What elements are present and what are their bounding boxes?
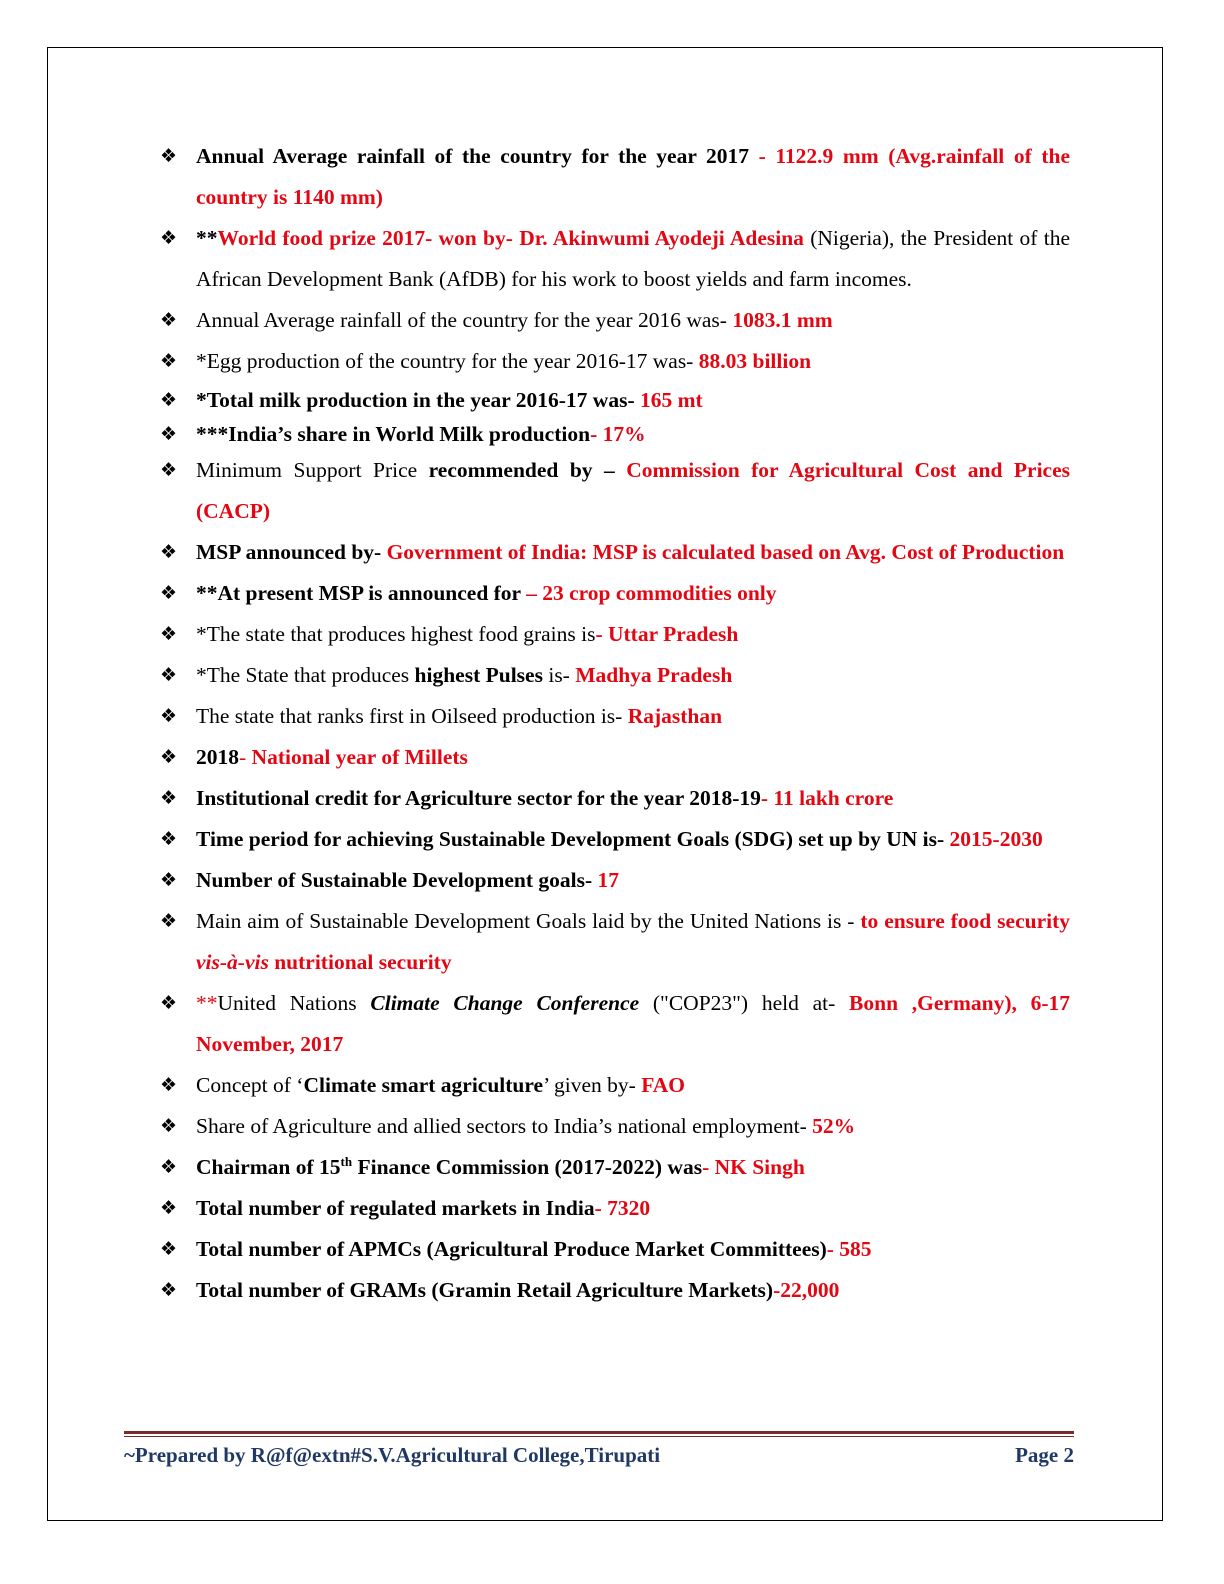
fact-list [160,136,1070,1311]
item-text: - 17% [590,422,646,446]
diamond-bullet-icon: ❖ [160,350,178,372]
diamond-bullet-icon: ❖ [160,1197,178,1219]
list-item [160,655,1070,696]
list-item [160,136,1070,218]
item-text: 1083.1 mm [732,308,833,332]
item-text: Time period for achieving Sustainable Development Goals (SDG) set up by UN is- [196,827,950,851]
diamond-bullet-icon: ❖ [160,787,178,809]
diamond-bullet-icon: ❖ [160,869,178,891]
item-text: ("COP23") held at- [639,991,850,1015]
item-text: Total number of GRAMs (Gramin Retail Agriculture Markets) [196,1278,774,1302]
item-text: to ensure food security [860,909,1071,933]
diamond-bullet-icon: ❖ [160,582,178,604]
diamond-bullet-icon: ❖ [160,746,178,768]
item-text: 2018 [196,745,239,769]
item-text: 17 [597,868,620,892]
item-text: (Nigeria), the President of the African Development Bank (AfDB) for his work to boost yields and farm incomes. [196,226,1070,291]
diamond-bullet-icon: ❖ [160,309,178,331]
item-text: Madhya Pradesh [575,663,733,687]
item-text: The state that ranks first in Oilseed production is- [196,704,628,728]
item-text: Finance Commission (2017-2022) was [352,1155,703,1179]
list-item [160,819,1070,860]
item-text: World food prize 2017- won by- Dr. Akinwumi Ayodeji Adesina [217,226,804,250]
item-text: National year of Millets [251,745,468,769]
item-text: Bonn ,Germany), 6-17 November, 2017 [196,991,1070,1056]
diamond-bullet-icon: ❖ [160,705,178,727]
item-text: Government of India: MSP is calculated based on Avg. Cost of Production [386,540,1065,564]
item-text: Commission for Agricultural Cost and Prices (CACP) [196,458,1070,523]
item-text: Share of Agriculture and allied sectors to India’s national employment- [196,1114,813,1138]
diamond-bullet-icon: ❖ [160,1156,178,1178]
list-item [160,450,1070,532]
list-item [160,1147,1070,1188]
footer-credit: ~Prepared by R@f@extn#S.V.Agricultural College,Tirupati [124,1443,661,1467]
diamond-bullet-icon: ❖ [160,1279,178,1301]
item-text: 165 mt [639,388,703,412]
item-text: ** [196,991,218,1015]
diamond-bullet-icon: ❖ [160,910,178,932]
diamond-bullet-icon: ❖ [160,227,178,249]
diamond-bullet-icon: ❖ [160,664,178,686]
list-item [160,614,1070,655]
item-text: *Total milk production in the year 2016-17 was- [196,388,640,412]
item-text: Number of Sustainable Development goals- [196,868,598,892]
list-item [160,778,1070,819]
item-text: – 23 crop commodities only [526,581,777,605]
item-text: Main aim of Sustainable Development Goals laid by the United Nations is - [196,909,861,933]
item-text: Minimum Support Price [196,458,429,482]
footer-rule-thick [124,1431,1074,1434]
list-item [160,573,1070,614]
list-item [160,1270,1070,1311]
list-item [160,1106,1070,1147]
diamond-bullet-icon: ❖ [160,541,178,563]
item-text: highest Pulses [414,663,543,687]
item-text: 2015-2030 [949,827,1043,851]
item-text: - NK Singh [702,1155,805,1179]
list-item [160,1065,1070,1106]
item-text: 88.03 billion [698,349,812,373]
list-item [160,737,1070,778]
item-text: -22,000 [773,1278,840,1302]
diamond-bullet-icon: ❖ [160,423,178,445]
diamond-bullet-icon: ❖ [160,459,178,481]
item-text: ’ given by- [543,1073,642,1097]
item-text: - 7320 [594,1196,651,1220]
diamond-bullet-icon: ❖ [160,992,178,1014]
item-text: *The State that produces [196,663,415,687]
item-text: - 1122.9 mm (Avg.rainfall of the country is 1140 mm) [196,144,1070,209]
item-text: - 11 lakh crore [760,786,894,810]
item-text: United Nations [217,991,371,1015]
diamond-bullet-icon: ❖ [160,389,178,411]
item-text: nutritional security [268,950,452,974]
footer-rule-thin [124,1436,1074,1437]
item-text: ** [196,226,218,250]
diamond-bullet-icon: ❖ [160,1238,178,1260]
item-text: Total number of APMCs (Agricultural Produce Market Committees) [196,1237,827,1261]
item-text: Annual Average rainfall of the country for the year 2017 [196,144,759,168]
item-text: Concept of ‘ [196,1073,304,1097]
item-text: recommended by – [428,458,627,482]
item-text: FAO [641,1073,686,1097]
list-item [160,385,1070,416]
diamond-bullet-icon: ❖ [160,145,178,167]
list-item [160,218,1070,300]
list-item [160,341,1070,382]
item-text: MSP announced by- [196,540,387,564]
page-number: Page 2 [1015,1443,1074,1467]
item-text: Rajasthan [627,704,723,728]
item-text: **At present MSP is announced for [196,581,527,605]
item-text: - [239,745,252,769]
item-text: Institutional credit for Agriculture sector for the year 2018-19 [196,786,761,810]
item-text: Climate smart agriculture [303,1073,544,1097]
item-text: 52% [812,1114,856,1138]
item-text: *Egg production of the country for the year 2016-17 was- [196,349,699,373]
list-item [160,1229,1070,1270]
list-item [160,901,1070,983]
item-text: Total number of regulated markets in India [196,1196,595,1220]
item-text: vis-à-vis [196,950,269,974]
list-item [160,860,1070,901]
diamond-bullet-icon: ❖ [160,1115,178,1137]
page-footer [124,1443,1074,1468]
list-item [160,696,1070,737]
list-item [160,1188,1070,1229]
item-text: is- [542,663,576,687]
item-text: - 585 [826,1237,872,1261]
item-text: *The state that produces highest food grains is [196,622,596,646]
list-item [160,419,1070,450]
list-item [160,983,1070,1065]
list-item [160,532,1070,573]
list-item [160,300,1070,341]
item-text: Chairman of 15 [196,1155,341,1179]
item-text: ***India’s share in World Milk production [196,422,591,446]
diamond-bullet-icon: ❖ [160,1074,178,1096]
item-text: Climate Change Conference [370,991,640,1015]
diamond-bullet-icon: ❖ [160,828,178,850]
diamond-bullet-icon: ❖ [160,623,178,645]
item-text: - Uttar Pradesh [595,622,739,646]
item-text: Annual Average rainfall of the country for the year 2016 was- [196,308,733,332]
item-text: th [340,1153,353,1169]
